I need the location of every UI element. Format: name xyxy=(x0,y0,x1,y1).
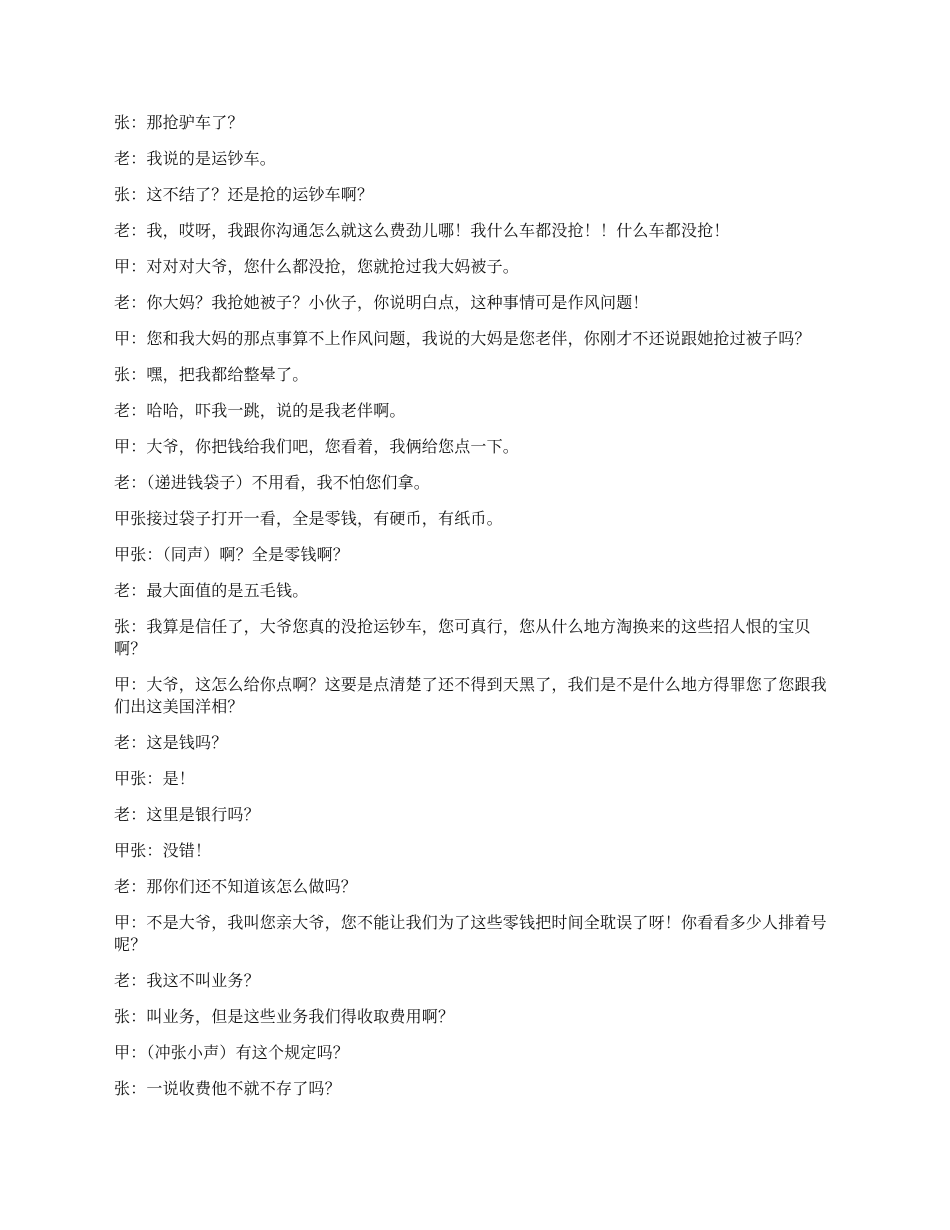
dialogue-line: 张：那抢驴车了？ xyxy=(114,113,244,132)
dialogue-line: 甲张：（同声）啊？全是零钱啊？ xyxy=(114,545,350,564)
dialogue-line: 老：那你们还不知道该怎么做吗？ xyxy=(114,877,358,896)
dialogue-line: 老：你大妈？我抢她被子？小伙子，你说明白点，这种事情可是作风问题！ xyxy=(114,293,649,312)
dialogue-line: 甲：您和我大妈的那点事算不上作风问题，我说的大妈是您老伴，你刚才不还说跟她抢过被子吗？ xyxy=(114,329,811,348)
dialogue-line: 张：一说收费他不就不存了吗？ xyxy=(114,1079,341,1098)
dialogue-body xyxy=(114,112,842,1114)
dialogue-line: 甲张：没错！ xyxy=(114,841,212,860)
dialogue-line: 甲：（冲张小声）有这个规定吗？ xyxy=(114,1043,350,1062)
dialogue-line: 老：我这不叫业务？ xyxy=(114,971,260,990)
dialogue-line: 甲张：是！ xyxy=(114,769,196,788)
dialogue-line: 张：叫业务，但是这些业务我们得收取费用啊？ xyxy=(114,1007,455,1026)
dialogue-line: 老：最大面值的是五毛钱。 xyxy=(114,581,309,600)
dialogue-line: 老：哈哈，吓我一跳，说的是我老伴啊。 xyxy=(114,401,406,420)
dialogue-line: 张：我算是信任了，大爷您真的没抢运钞车，您可真行，您从什么地方淘换来的这些招人恨的宝贝啊？ xyxy=(114,617,811,658)
dialogue-line: 甲：对对对大爷，您什么都没抢，您就抢过我大妈被子。 xyxy=(114,257,520,276)
dialogue-line: 老：我，哎呀，我跟你沟通怎么就这么费劲儿哪！我什么车都没抢！！什么车都没抢！ xyxy=(114,221,730,240)
dialogue-line: 甲：大爷，你把钱给我们吧，您看着，我俩给您点一下。 xyxy=(114,437,520,456)
dialogue-line: 老：（递进钱袋子）不用看，我不怕您们拿。 xyxy=(114,473,431,492)
dialogue-line: 老：这里是银行吗？ xyxy=(114,805,260,824)
narration-line: 甲张接过袋子打开一看，全是零钱，有硬币，有纸币。 xyxy=(114,509,503,528)
dialogue-line: 甲：不是大爷，我叫您亲大爷，您不能让我们为了这些零钱把时间全耽误了呀！你看看多少人排着号呢？ xyxy=(114,913,827,954)
dialogue-line: 甲：大爷，这怎么给你点啊？这要是点清楚了还不得到天黑了，我们是不是什么地方得罪您了您跟我们出这美国洋相？ xyxy=(114,675,827,716)
dialogue-line: 老：这是钱吗？ xyxy=(114,733,228,752)
dialogue-line: 张：这不结了？还是抢的运钞车啊？ xyxy=(114,185,374,204)
dialogue-line: 张：嘿，把我都给整晕了。 xyxy=(114,365,309,384)
dialogue-line: 老：我说的是运钞车。 xyxy=(114,149,277,168)
